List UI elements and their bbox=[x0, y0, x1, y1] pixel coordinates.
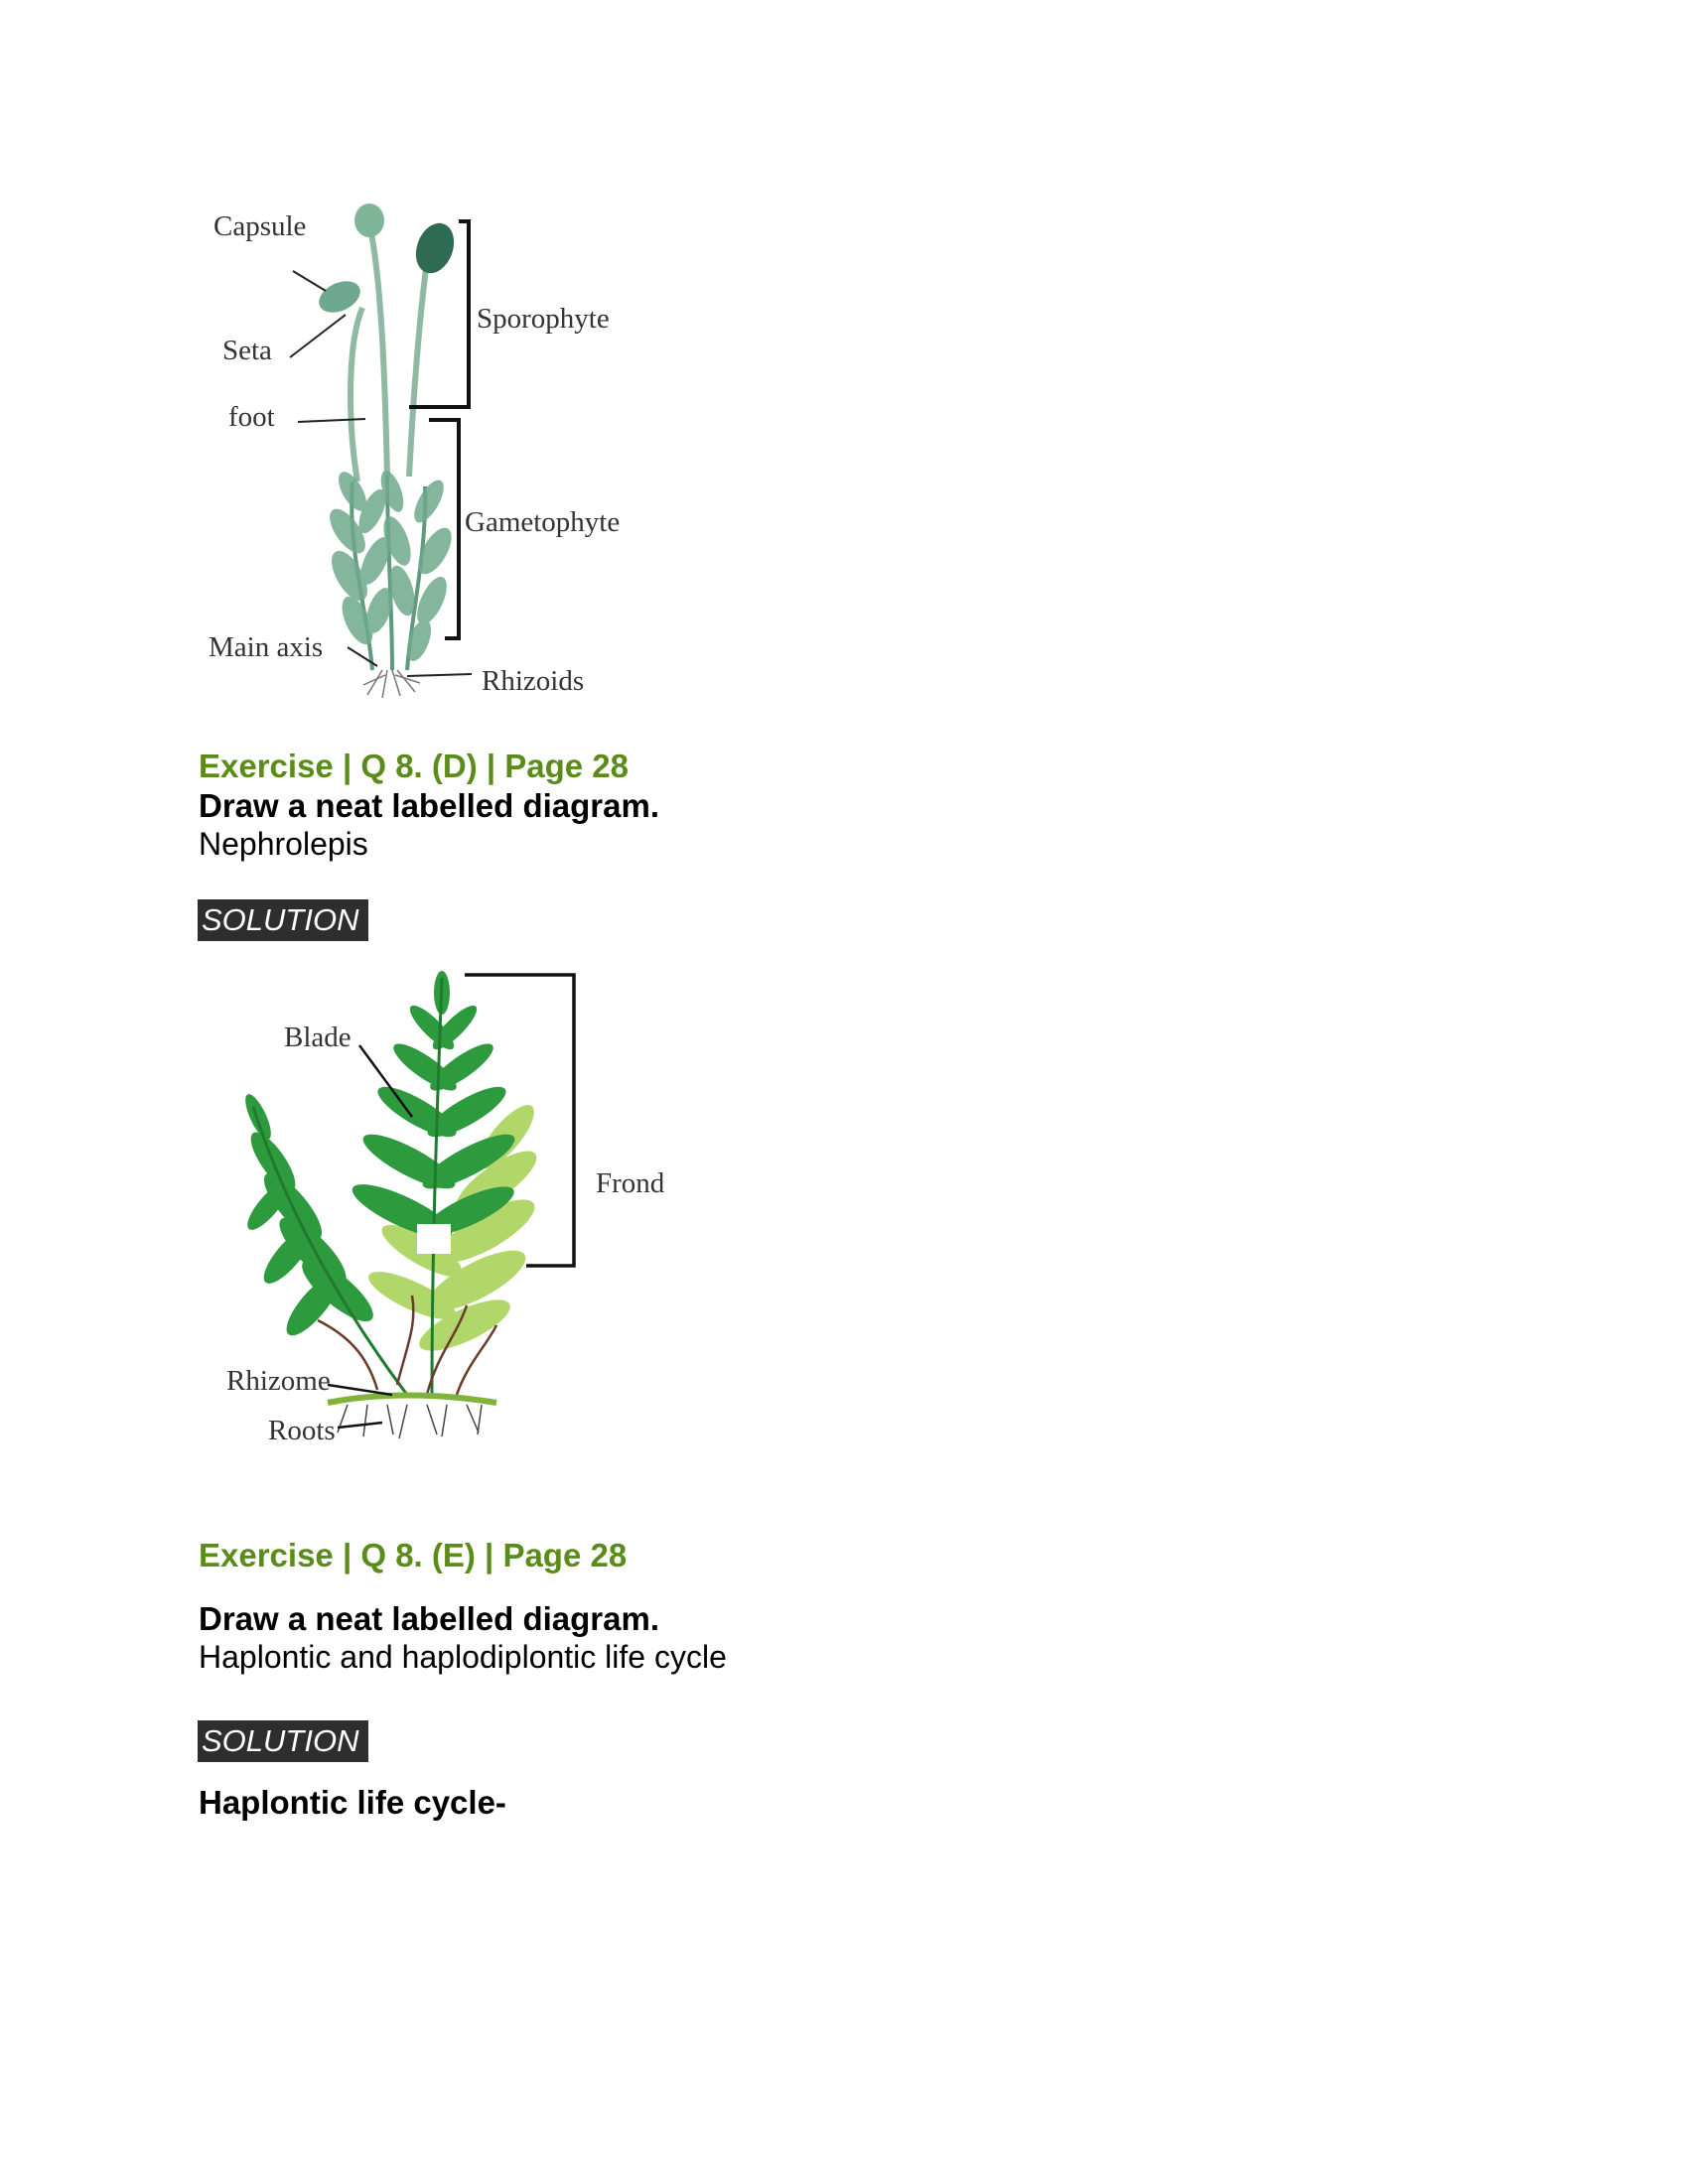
fern-diagram bbox=[199, 968, 675, 1484]
q8d-question: Draw a neat labelled diagram. bbox=[199, 787, 659, 824]
capsule-label: Capsule bbox=[213, 210, 307, 242]
gametophyte-label: Gametophyte bbox=[465, 506, 621, 538]
q8e-heading: Exercise | Q 8. (E) | Page 28 bbox=[199, 1537, 628, 1573]
foot-label: foot bbox=[228, 401, 275, 433]
fern-illustration bbox=[199, 968, 675, 1484]
roots-label: Roots bbox=[268, 1415, 336, 1446]
q8e-question: Draw a neat labelled diagram. bbox=[199, 1600, 659, 1637]
blade-label: Blade bbox=[284, 1022, 352, 1053]
sporophyte-label: Sporophyte bbox=[477, 303, 610, 335]
main-axis-label: Main axis bbox=[209, 631, 324, 663]
rhizoids-label: Rhizoids bbox=[482, 665, 585, 697]
moss-illustration bbox=[199, 194, 675, 730]
moss-diagram bbox=[199, 194, 675, 730]
frond-label: Frond bbox=[596, 1167, 665, 1199]
q8d-solution-label[interactable]: SOLUTION bbox=[198, 899, 368, 941]
q8d-subject: Nephrolepis bbox=[199, 826, 368, 862]
q8e-solution-label[interactable]: SOLUTION bbox=[198, 1720, 368, 1762]
haplontic-heading: Haplontic life cycle- bbox=[199, 1784, 506, 1821]
seta-label: Seta bbox=[222, 335, 272, 366]
rhizome-label: Rhizome bbox=[226, 1365, 331, 1397]
q8e-subject: Haplontic and haplodiplontic life cycle bbox=[199, 1639, 727, 1675]
q8d-heading: Exercise | Q 8. (D) | Page 28 bbox=[199, 748, 630, 784]
